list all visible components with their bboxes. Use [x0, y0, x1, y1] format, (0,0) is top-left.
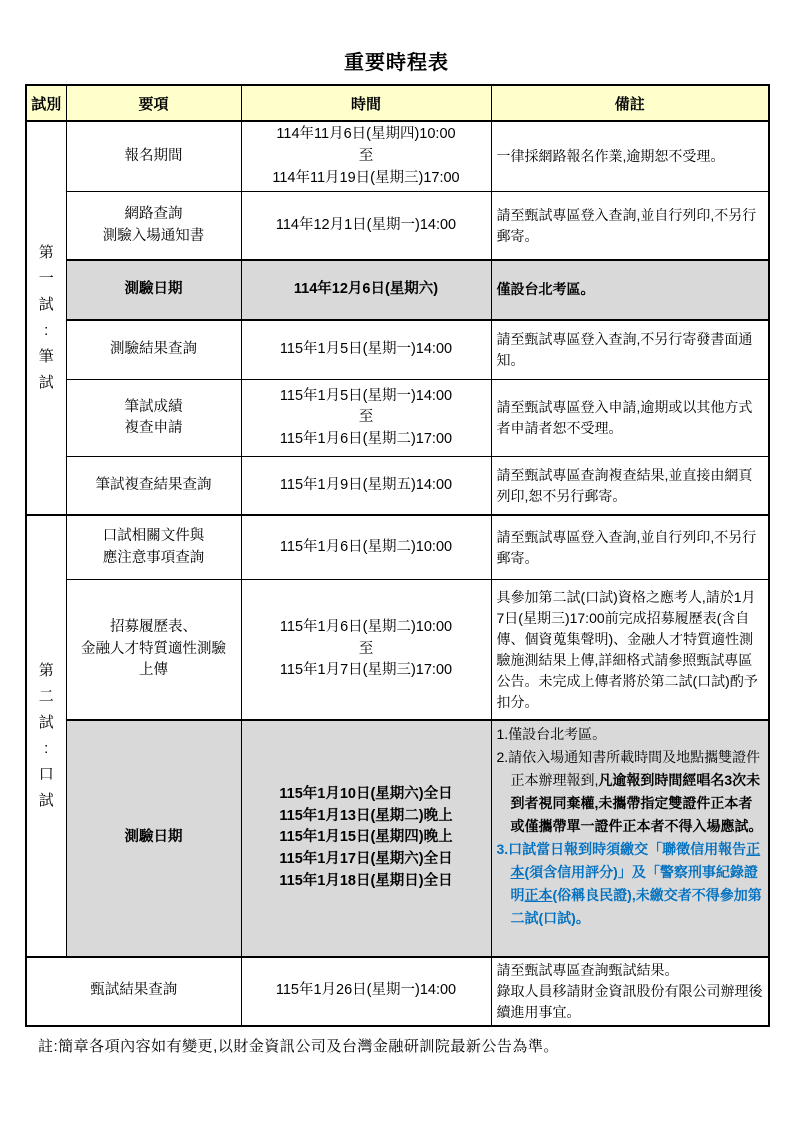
table-row-highlight: [26, 720, 769, 957]
time-cell: 115年1月6日(星期二)10:00 至 115年1月7日(星期三)17:00: [241, 580, 491, 720]
item-cell-merged: 甄試結果查詢: [26, 957, 241, 1026]
remark-cell: 請至甄試專區登入查詢,並自行列印,不另行郵寄。: [491, 515, 769, 580]
schedule-table: [25, 84, 770, 1027]
table-header-row: [26, 85, 769, 121]
time-cell: 115年1月5日(星期一)14:00: [241, 320, 491, 380]
page-title: 重要時程表: [344, 52, 449, 74]
table-row: [26, 515, 769, 580]
remark-cell: [491, 720, 769, 957]
item-cell: 筆試成績 複查申請: [66, 380, 241, 457]
table-row-final: [26, 957, 769, 1026]
header-cell-time: 時間: [241, 85, 491, 121]
table-row: [26, 380, 769, 457]
item-cell: 測驗日期: [66, 260, 241, 320]
item-cell: 報名期間: [66, 121, 241, 192]
table-row-highlight: [26, 260, 769, 320]
item-cell: 測驗結果查詢: [66, 320, 241, 380]
table-row: [26, 580, 769, 720]
table-row: [26, 121, 769, 192]
time-cell: 114年12月1日(星期一)14:00: [241, 192, 491, 260]
item-cell: 測驗日期: [66, 720, 241, 957]
time-cell: 114年11月6日(星期四)10:00 至 114年11月19日(星期三)17:00: [241, 121, 491, 192]
remark-cell: 請至甄試專區查詢複查結果,並直接由網頁列印,恕不另行郵寄。: [491, 457, 769, 515]
exam-type-label-oral: [26, 515, 66, 957]
remark-point-1: 1.僅設台北考區。: [496, 725, 607, 742]
remark-cell: 僅設台北考區。: [491, 260, 769, 320]
time-cell: 114年12月6日(星期六): [241, 260, 491, 320]
time-cell: 115年1月26日(星期一)14:00: [241, 957, 491, 1026]
item-cell: 招募履歷表、 金融人才特質適性測驗 上傳: [66, 580, 241, 720]
table-row: [26, 457, 769, 515]
remark-cell: 具參加第二試(口試)資格之應考人,請於1月7日(星期三)17:00前完成招募履歷表(含自傳、個資蒐集聲明)、金融人才特質適性測驗施測結果上傳,詳細格式請參照甄試專區公告。未完成上傳者將於第二試(口試)酌予扣分。: [491, 580, 769, 720]
exam-type-label-written: [26, 121, 66, 515]
remark-cell: 請至甄試專區登入申請,逾期或以其他方式者申請者恕不受理。: [491, 380, 769, 457]
time-cell: 115年1月10日(星期六)全日 115年1月13日(星期二)晚上 115年1月15日(星期四)晚上 115年1月17日(星期六)全日 115年1月18日(星期日)全日: [241, 720, 491, 957]
vertical-exam-label: 第 二 試 : 口 試: [38, 662, 54, 810]
item-cell: 網路查詢 測驗入場通知書: [66, 192, 241, 260]
vertical-exam-label: 第 一 試 : 筆 試: [38, 244, 54, 392]
footnote: 註:簡章各項內容如有變更,以財金資訊公司及台灣金融研訓院最新公告為準。: [38, 1037, 559, 1055]
remark-cell: 請至甄試專區登入查詢,並自行列印,不另行郵寄。: [491, 192, 769, 260]
item-cell: 筆試複查結果查詢: [66, 457, 241, 515]
remark-cell: 請至甄試專區登入查詢,不另行寄發書面通知。: [491, 320, 769, 380]
remark-cell: 請至甄試專區查詢甄試結果。 錄取人員移請財金資訊股份有限公司辦理後續進用事宜。: [491, 957, 769, 1026]
time-cell: 115年1月5日(星期一)14:00 至 115年1月6日(星期二)17:00: [241, 380, 491, 457]
time-cell: 115年1月6日(星期二)10:00: [241, 515, 491, 580]
table-row: [26, 192, 769, 260]
item-cell: 口試相關文件與 應注意事項查詢: [66, 515, 241, 580]
remark-point-2: 2.請依入場通知書所載時間及地點攜雙證件正本辦理報到,凡逾報到時間經唱名3次未到者視同棄權,未攜帶指定雙證件正本者或僅攜帶單一證件正本者不得入場應試。: [496, 748, 763, 834]
remark-cell: 一律採網路報名作業,逾期恕不受理。: [491, 121, 769, 192]
header-cell-item: 要項: [66, 85, 241, 121]
header-cell-exam: 試別: [26, 85, 66, 121]
table-row: [26, 320, 769, 380]
remark-point-3: 3.口試當日報到時須繳交「聯徵信用報告正本(須含信用評分)」及「警察刑事紀錄證明正本(俗稱良民證),未繳交者不得參加第二試(口試)。: [496, 840, 762, 926]
header-cell-remark: 備註: [491, 85, 769, 121]
time-cell: 115年1月9日(星期五)14:00: [241, 457, 491, 515]
